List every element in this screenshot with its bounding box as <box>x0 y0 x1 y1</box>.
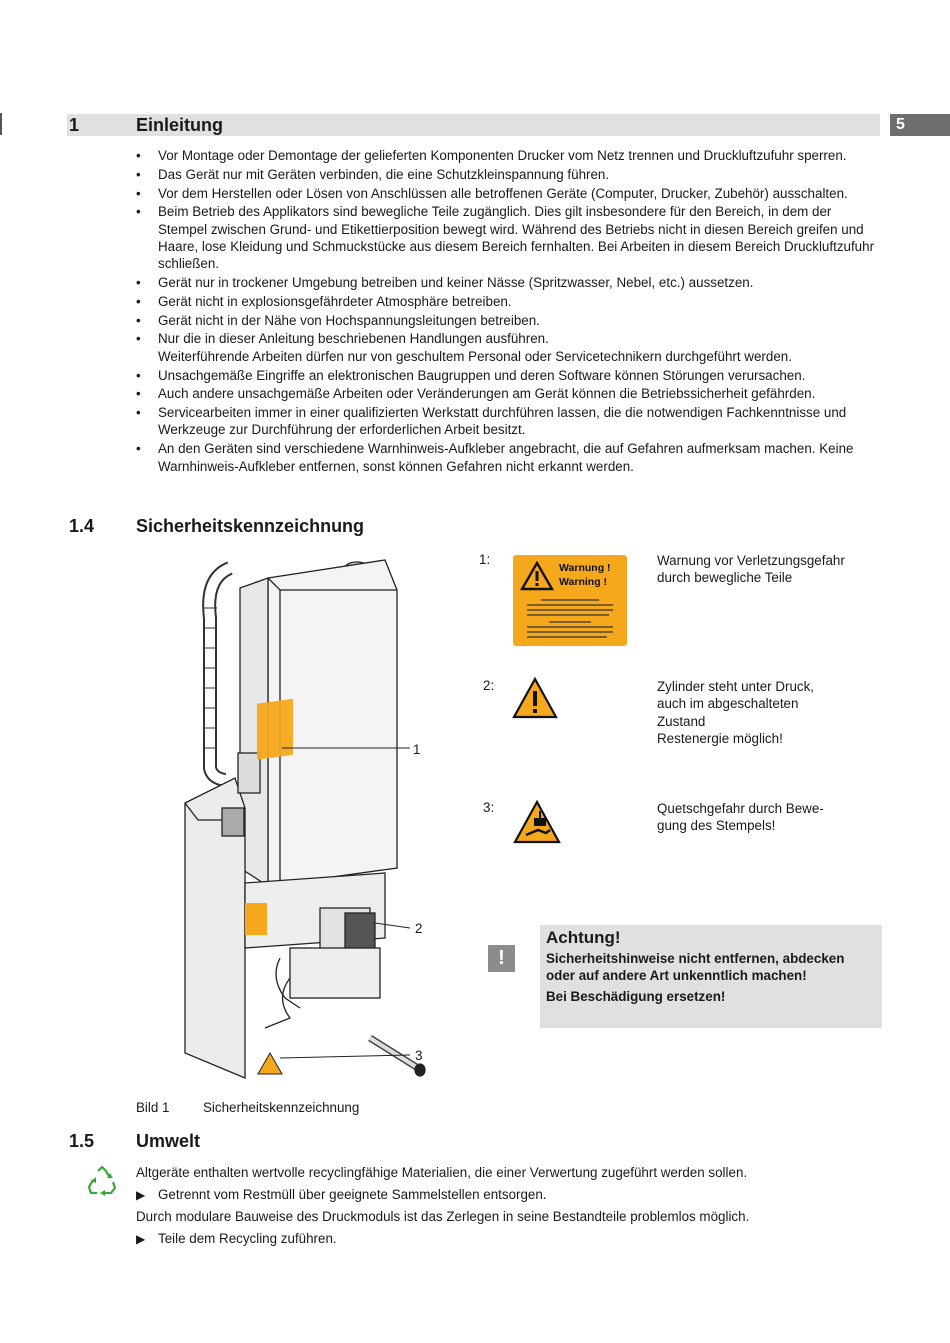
section-number: 1.5 <box>69 1131 95 1151</box>
section-title: Sicherheitskennzeichnung <box>136 516 365 536</box>
umwelt-action: Getrennt vom Restmüll über geeignete Sammelstellen entsorgen. <box>158 1187 547 1202</box>
bullet-item: • Vor dem Herstellen oder Lösen von Anschlüssen alle betroffenen Geräte (Computer, Drucker, Zubehör) ausschalten. <box>136 185 876 202</box>
umwelt-paragraph: Altgeräte enthalten wertvolle recyclingfähige Materialien, die einer Verwertung zugeführt werden sollen. <box>136 1165 748 1180</box>
bullet-item: • Gerät nicht in explosionsgefährdeter Atmosphäre betreiben. <box>136 293 876 310</box>
section-number: 1.4 <box>69 516 95 536</box>
safety-bullet-list <box>136 147 876 476</box>
sticker-line-2: Warning ! <box>559 576 608 588</box>
bullet-item: • Gerät nicht in der Nähe von Hochspannungsleitungen betreiben. <box>136 312 876 329</box>
chapter-title: Einleitung <box>136 115 223 135</box>
label-description: Quetschgefahr durch Bewe- gung des Stempels! <box>657 801 824 834</box>
page-number-tab <box>890 114 950 136</box>
callout-2: 2 <box>415 921 423 936</box>
label-description: Warnung vor Verletzungsgefahr durch bewegliche Teile <box>657 553 845 586</box>
bullet-item: • Gerät nur in trockener Umgebung betreiben und keiner Nässe (Spritzwasser, Nebel, etc.) aussetzen. <box>136 274 876 291</box>
arrow-marker: ▶ <box>136 1188 146 1202</box>
umwelt-action: Teile dem Recycling zuführen. <box>158 1231 337 1246</box>
sticker-fine-print <box>519 597 621 641</box>
recycling-icon <box>86 1165 118 1197</box>
sticker-line-1: Warnung ! <box>559 562 611 574</box>
bullet-item: • Das Gerät nur mit Geräten verbinden, die eine Schutzkleinspannung führen. <box>136 166 876 183</box>
bullet-item: • An den Geräten sind verschiedene Warnhinweis-Aufkleber angebracht, die auf Gefahren aufmerksam machen. Keine Warnhinweis-Aufkleber entfernen, sonst können Gefahren nicht erkannt werden. <box>136 440 876 475</box>
warning-triangle-icon <box>520 561 554 591</box>
general-warning-icon <box>512 676 558 720</box>
bullet-item: • Auch andere unsachgemäße Arbeiten oder Veränderungen am Gerät können die Betriebssicherheit gefährden. <box>136 385 876 402</box>
callout-3: 3 <box>415 1048 423 1063</box>
warning-sticker <box>513 555 627 646</box>
figure-label: Bild 1 <box>136 1100 170 1115</box>
crush-hazard-icon <box>512 799 562 845</box>
bullet-item: • Beim Betrieb des Applikators sind bewegliche Teile zugänglich. Dies gilt insbesondere für den Bereich, in dem der Stempel zwischen Grund- und Etikettierposition bewegt wird. Während des Betriebs nicht in diesen Bereich greifen und Haare, lose Kleidung und Schmuckstücke aus diesem Bereich fernhalten. Bei Arbeiten in diesem Bereich Druckluftzufuhr schließen. <box>136 203 876 272</box>
attention-title: Achtung! <box>546 928 621 947</box>
label-description: Zylinder steht unter Druck, auch im abgeschalteten Zustand Restenergie möglich! <box>657 679 815 746</box>
figure-caption: Sicherheitskennzeichnung <box>203 1100 360 1115</box>
attention-icon: ! <box>488 945 515 972</box>
attention-box <box>540 925 882 1028</box>
umwelt-paragraph: Durch modulare Bauweise des Druckmoduls ist das Zerlegen in seine Bestandteile problemlos möglich. <box>136 1209 750 1224</box>
arrow-marker: ▶ <box>136 1232 146 1246</box>
bullet-item: • Unsachgemäße Eingriffe an elektronischen Baugruppen und deren Software können Störungen verursachen. <box>136 367 876 384</box>
applicator-drawing <box>170 548 450 1088</box>
bullet-item: • Vor Montage oder Demontage der gelieferten Komponenten Drucker vom Netz trennen und Druckluftzufuhr sperren. <box>136 147 876 164</box>
page-number: 5 <box>896 116 905 133</box>
attention-text: oder auf andere Art unkenntlich machen! <box>546 968 807 983</box>
bullet-item: • Nur die in dieser Anleitung beschriebenen Handlungen ausführen. Weiterführende Arbeiten dürfen nur von geschultem Personal oder Servicetechnikern durchgeführt werden. <box>136 330 876 365</box>
margin-tick <box>0 113 2 135</box>
section-title: Umwelt <box>136 1131 201 1151</box>
label-number: 2: <box>483 678 495 693</box>
label-number: 1: <box>479 552 491 567</box>
bullet-item: • Servicearbeiten immer in einer qualifizierten Werkstatt durchführen lassen, die die notwendigen Fachkenntnisse und Werkzeuge zur Durchführung der erforderlichen Arbeit besitzt. <box>136 404 876 439</box>
attention-text: Bei Beschädigung ersetzen! <box>546 989 726 1004</box>
label-number: 3: <box>483 800 495 815</box>
callout-1: 1 <box>413 742 421 757</box>
attention-text: Sicherheitshinweise nicht entfernen, abdecken <box>546 951 845 966</box>
chapter-number: 1 <box>69 115 80 135</box>
